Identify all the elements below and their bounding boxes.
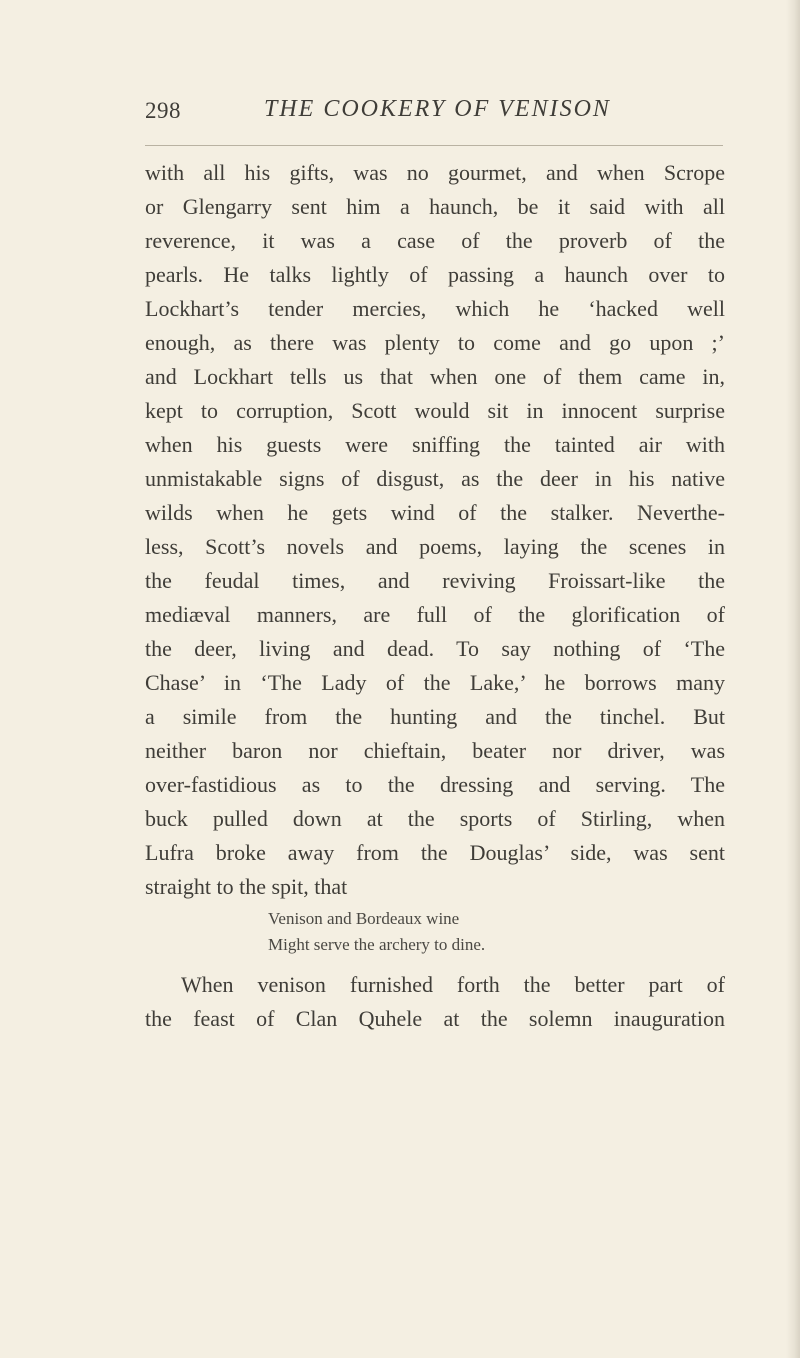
verse-line: Might serve the archery to dine. xyxy=(268,935,486,954)
header-rule xyxy=(145,145,723,146)
text-line: with all his gifts, was no gourmet, and when Scrope xyxy=(145,160,725,185)
paragraph xyxy=(145,968,725,1036)
text-line: unmistakable signs of disgust, as the deer in his native xyxy=(145,466,725,491)
page-edge-shadow xyxy=(786,0,800,1358)
text-line: Lufra broke away from the Douglas’ side, was sent xyxy=(145,840,725,865)
text-line: less, Scott’s novels and poems, laying the scenes in xyxy=(145,534,725,559)
text-line: the feast of Clan Quhele at the solemn inauguration xyxy=(145,1006,725,1031)
text-line: When venison furnished forth the better part of xyxy=(181,972,725,997)
verse-line: Venison and Bordeaux wine xyxy=(268,909,460,928)
text-line: and Lockhart tells us that when one of them came in, xyxy=(145,364,725,389)
running-head xyxy=(0,92,800,132)
text-line: or Glengarry sent him a haunch, be it said with all xyxy=(145,194,725,219)
text-line: Lockhart’s tender mercies, which he ‘hacked well xyxy=(145,296,725,321)
text-line: kept to corruption, Scott would sit in innocent surprise xyxy=(145,398,725,423)
text-line: pearls. He talks lightly of passing a haunch over to xyxy=(145,262,725,287)
text-line: straight to the spit, that xyxy=(145,874,348,899)
running-title: THE COOKERY OF VENISON xyxy=(264,96,611,122)
text-line: neither baron nor chieftain, beater nor driver, was xyxy=(145,738,725,763)
text-line: reverence, it was a case of the proverb of the xyxy=(145,228,725,253)
text-line: the feudal times, and reviving Froissart-like the xyxy=(145,568,725,593)
text-line: Chase’ in ‘The Lady of the Lake,’ he borrows many xyxy=(145,670,725,695)
text-line: a simile from the hunting and the tinchel. But xyxy=(145,704,725,729)
text-line: when his guests were sniffing the tainted air with xyxy=(145,432,725,457)
text-line: over-fastidious as to the dressing and serving. The xyxy=(145,772,725,797)
body-text xyxy=(145,156,725,1036)
text-line: wilds when he gets wind of the stalker. Neverthe- xyxy=(145,500,725,525)
text-line: enough, as there was plenty to come and go upon ;’ xyxy=(145,330,725,355)
text-line: mediæval manners, are full of the glorification of xyxy=(145,602,725,627)
text-line: buck pulled down at the sports of Stirling, when xyxy=(145,806,725,831)
verse-quotation xyxy=(268,906,725,958)
page-number: 298 xyxy=(145,98,181,123)
text-line: the deer, living and dead. To say nothing of ‘The xyxy=(145,636,725,661)
